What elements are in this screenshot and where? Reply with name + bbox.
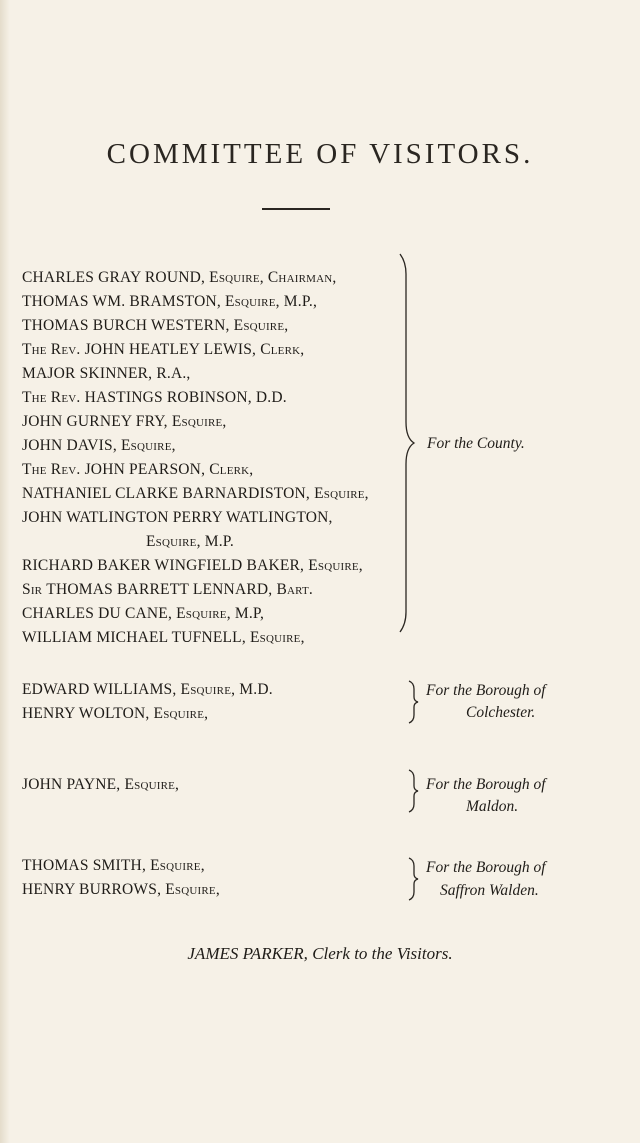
saffron-walden-label-line1: For the Borough of — [426, 859, 546, 876]
maldon-label-line2: Maldon. — [466, 798, 519, 815]
member-line: CHARLES DU CANE, Esquire, M.P, — [22, 605, 265, 622]
clerk-signature — [0, 944, 640, 964]
member-line: WILLIAM MICHAEL TUFNELL, Esquire, — [22, 629, 305, 646]
member-line: JOHN DAVIS, Esquire, — [22, 437, 176, 454]
member-line: RICHARD BAKER WINGFIELD BAKER, Esquire, — [22, 557, 363, 574]
member-line: HENRY BURROWS, Esquire, — [22, 881, 220, 898]
member-line: MAJOR SKINNER, R.A., — [22, 365, 191, 382]
member-line: THOMAS WM. BRAMSTON, Esquire, M.P., — [22, 293, 318, 310]
member-line: HENRY WOLTON, Esquire, — [22, 705, 209, 722]
member-line: EDWARD WILLIAMS, Esquire, M.D. — [22, 681, 273, 698]
title-rule — [262, 208, 330, 210]
member-line: The Rev. HASTINGS ROBINSON, D.D. — [22, 389, 287, 406]
maldon-brace — [406, 768, 420, 814]
page-gutter-shadow — [0, 0, 10, 1143]
saffron-walden-label-line2: Saffron Walden. — [440, 882, 539, 899]
saffron-walden-brace — [406, 856, 420, 902]
maldon-label-line1: For the Borough of — [426, 776, 546, 793]
member-line: The Rev. JOHN HEATLEY LEWIS, Clerk, — [22, 341, 305, 358]
county-brace — [394, 252, 418, 634]
colchester-label-line1: For the Borough of — [426, 682, 546, 699]
member-line: CHARLES GRAY ROUND, Esquire, Chairman, — [22, 269, 337, 286]
page-title: COMMITTEE OF VISITORS. — [106, 138, 534, 170]
member-line: NATHANIEL CLARKE BARNARDISTON, Esquire, — [22, 485, 369, 502]
member-line: JOHN PAYNE, Esquire, — [22, 776, 180, 793]
clerk-name: JAMES PARKER, — [187, 944, 308, 963]
member-line: THOMAS BURCH WESTERN, Esquire, — [22, 317, 289, 334]
county-label: For the County. — [427, 435, 525, 452]
colchester-label-line2: Colchester. — [466, 704, 536, 721]
colchester-brace — [406, 679, 420, 725]
member-line-continuation: Esquire, M.P. — [146, 533, 234, 550]
member-line: THOMAS SMITH, Esquire, — [22, 857, 205, 874]
member-line: JOHN WATLINGTON PERRY WATLINGTON, — [22, 509, 333, 526]
member-line: JOHN GURNEY FRY, Esquire, — [22, 413, 227, 430]
member-line: The Rev. JOHN PEARSON, Clerk, — [22, 461, 254, 478]
clerk-role: Clerk to the Visitors. — [312, 944, 453, 963]
member-line: Sir THOMAS BARRETT LENNARD, Bart. — [22, 581, 313, 598]
